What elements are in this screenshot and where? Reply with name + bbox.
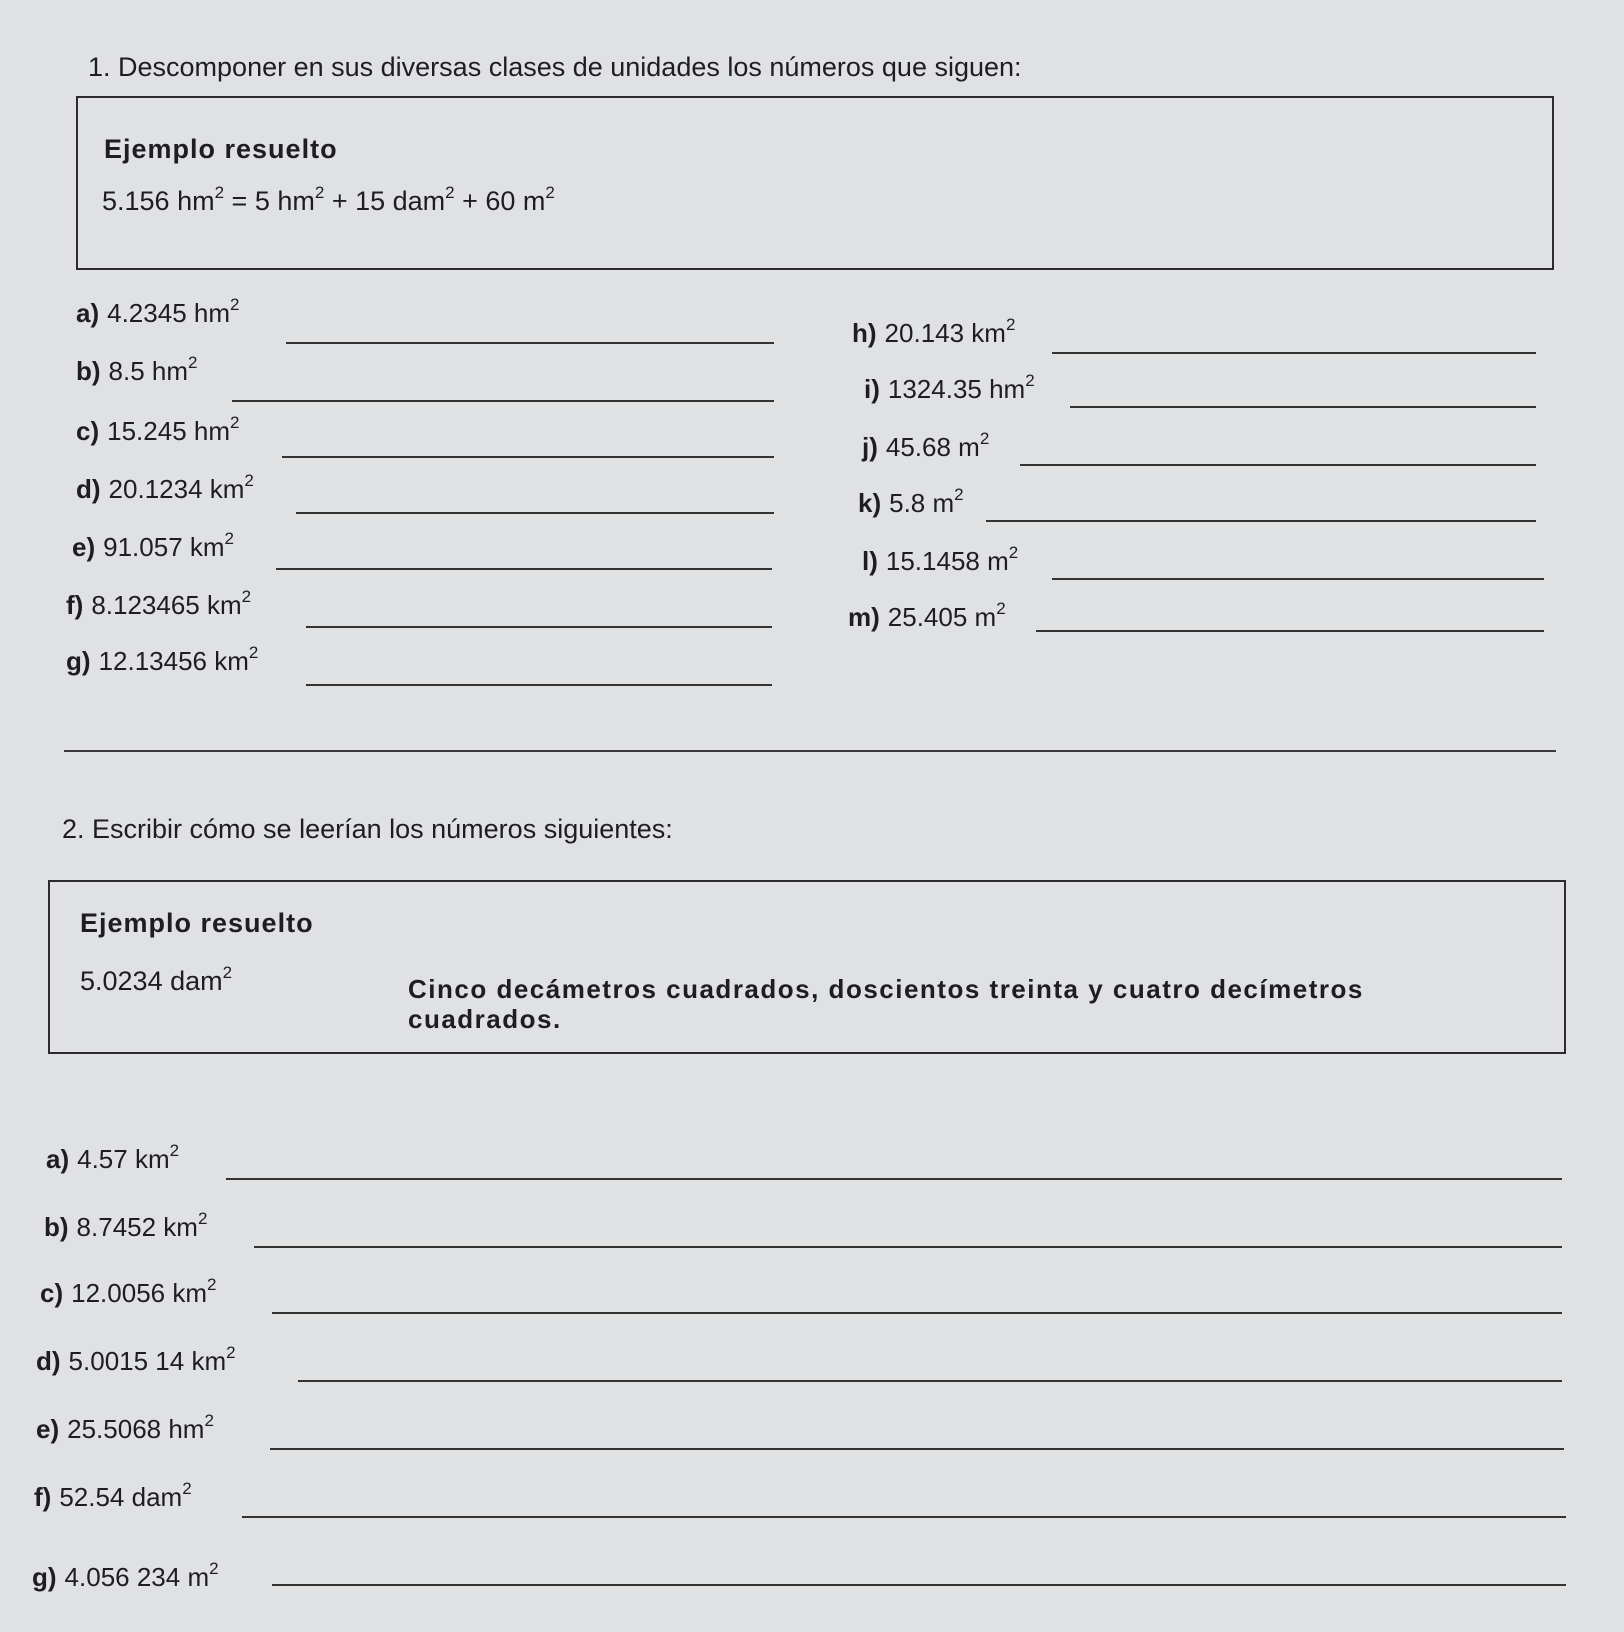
s2-item-value: 5.0015 14 $km^2$: [68, 1343, 236, 1376]
s2-item-letter: c): [40, 1278, 64, 1308]
s1-item-letter: i): [864, 374, 880, 404]
answer-line-s1-k[interactable]: [986, 520, 1536, 522]
s1-item-letter: m): [848, 602, 880, 632]
s2-item-value: 12.0056 $km^2$: [71, 1275, 217, 1308]
s1-item-letter: g): [66, 646, 91, 676]
s1-item-i: [864, 371, 1035, 405]
answer-line-s2-b[interactable]: [254, 1246, 1562, 1248]
s1-item-l: [862, 543, 1019, 577]
answer-line-s1-b[interactable]: [232, 400, 774, 402]
s1-item-value: 15.1458 $m^2$: [885, 543, 1019, 576]
s1-item-value: 91.057 $km^2$: [103, 529, 234, 562]
answer-line-s1-e[interactable]: [276, 568, 772, 570]
answer-line-s1-a[interactable]: [286, 342, 774, 344]
s1-item-k: [858, 485, 964, 519]
answer-line-s2-d[interactable]: [298, 1380, 1562, 1382]
answer-line-s1-j[interactable]: [1020, 464, 1536, 466]
s2-item-value: 25.5068 $hm^2$: [67, 1411, 214, 1444]
s1-item-value: 20.1234 $km^2$: [108, 471, 254, 504]
answer-line-s2-e[interactable]: [270, 1448, 1564, 1450]
answer-line-s2-f[interactable]: [242, 1516, 1566, 1518]
s2-item-value: 8.7452 $km^2$: [76, 1209, 208, 1242]
section2-title: 2. Escribir cómo se leerían los números siguientes:: [62, 814, 673, 844]
s1-item-letter: c): [76, 416, 100, 446]
s2-item-letter: g): [32, 1562, 57, 1592]
s2-item-value: 4.57 $km^2$: [77, 1141, 180, 1174]
s1-item-e: [72, 529, 234, 563]
s2-item-e: [36, 1411, 214, 1445]
answer-line-s1-m[interactable]: [1036, 630, 1544, 632]
s1-item-d: [76, 471, 254, 505]
s1-item-value: 4.2345 $hm^2$: [107, 295, 240, 328]
s1-item-a: [76, 295, 240, 329]
s1-item-value: 8.5 $hm^2$: [108, 353, 198, 386]
s1-item-value: 20.143 $km^2$: [884, 315, 1016, 348]
s1-item-value: 5.8 $m^2$: [889, 485, 964, 518]
section2-example-label: Ejemplo resuelto: [80, 908, 314, 938]
s1-item-value: 45.68 $m^2$: [885, 429, 990, 462]
section1-example-expression: 5.156 $hm^2 = 5$ $hm^2 + 15$ dam$^2$ + 60 $m^2$: [102, 183, 555, 216]
s1-item-c: [76, 413, 240, 447]
s1-item-g: [66, 643, 259, 677]
answer-line-s1-c[interactable]: [282, 456, 774, 458]
section-divider: [64, 750, 1556, 752]
s1-item-j: [862, 429, 990, 463]
s1-item-letter: f): [66, 590, 84, 620]
s2-item-letter: b): [44, 1212, 69, 1242]
answer-line-s1-f[interactable]: [306, 626, 772, 628]
answer-line-s2-a[interactable]: [226, 1178, 1562, 1180]
s2-item-letter: e): [36, 1414, 60, 1444]
s1-item-b: [76, 353, 198, 387]
s2-item-f: [34, 1479, 192, 1513]
section2-example-number: 5.0234 dam$^2$: [80, 963, 233, 996]
s2-item-a: [46, 1141, 180, 1175]
s1-item-value: 1324.35 $hm^2$: [887, 371, 1035, 404]
s1-item-value: 25.405 $m^2$: [887, 599, 1006, 632]
s1-item-value: 8.123465 $km^2$: [91, 587, 252, 620]
s1-item-letter: b): [76, 356, 101, 386]
s2-item-g: [32, 1559, 219, 1593]
answer-line-s2-g[interactable]: [272, 1584, 1566, 1586]
s2-item-d: [36, 1343, 236, 1377]
s1-item-letter: e): [72, 532, 96, 562]
s1-item-value: 15.245 $hm^2$: [107, 413, 240, 446]
s1-item-letter: h): [852, 318, 877, 348]
s2-item-value: 4.056 234 $m^2$: [64, 1559, 219, 1592]
answer-line-s1-g[interactable]: [306, 684, 772, 686]
s1-item-f: [66, 587, 252, 621]
s2-item-c: [40, 1275, 217, 1309]
s2-item-letter: f): [34, 1482, 52, 1512]
s1-item-letter: j): [862, 432, 878, 462]
s1-item-letter: l): [862, 546, 878, 576]
answer-line-s1-h[interactable]: [1052, 352, 1536, 354]
section1-title: 1. Descomponer en sus diversas clases de unidades los números que siguen:: [88, 52, 1022, 82]
section2-example-reading: Cinco decámetros cuadrados, doscientos treinta y cuatro decímetros cuadrados.: [408, 974, 1364, 1034]
answer-line-s1-l[interactable]: [1052, 578, 1544, 580]
answer-line-s2-c[interactable]: [272, 1312, 1562, 1314]
s2-item-value: 52.54 dam$^2$: [59, 1479, 192, 1512]
section1-example-box: [76, 96, 1554, 270]
section1-example-label: Ejemplo resuelto: [104, 134, 338, 164]
s2-item-letter: d): [36, 1346, 61, 1376]
s1-item-value: 12.13456 $km^2$: [98, 643, 259, 676]
s1-item-h: [852, 315, 1016, 349]
s2-item-b: [44, 1209, 208, 1243]
s1-item-letter: k): [858, 488, 882, 518]
answer-line-s1-i[interactable]: [1070, 406, 1536, 408]
s2-item-letter: a): [46, 1144, 70, 1174]
s1-item-letter: d): [76, 474, 101, 504]
s1-item-m: [848, 599, 1006, 633]
answer-line-s1-d[interactable]: [296, 512, 774, 514]
s1-item-letter: a): [76, 298, 100, 328]
